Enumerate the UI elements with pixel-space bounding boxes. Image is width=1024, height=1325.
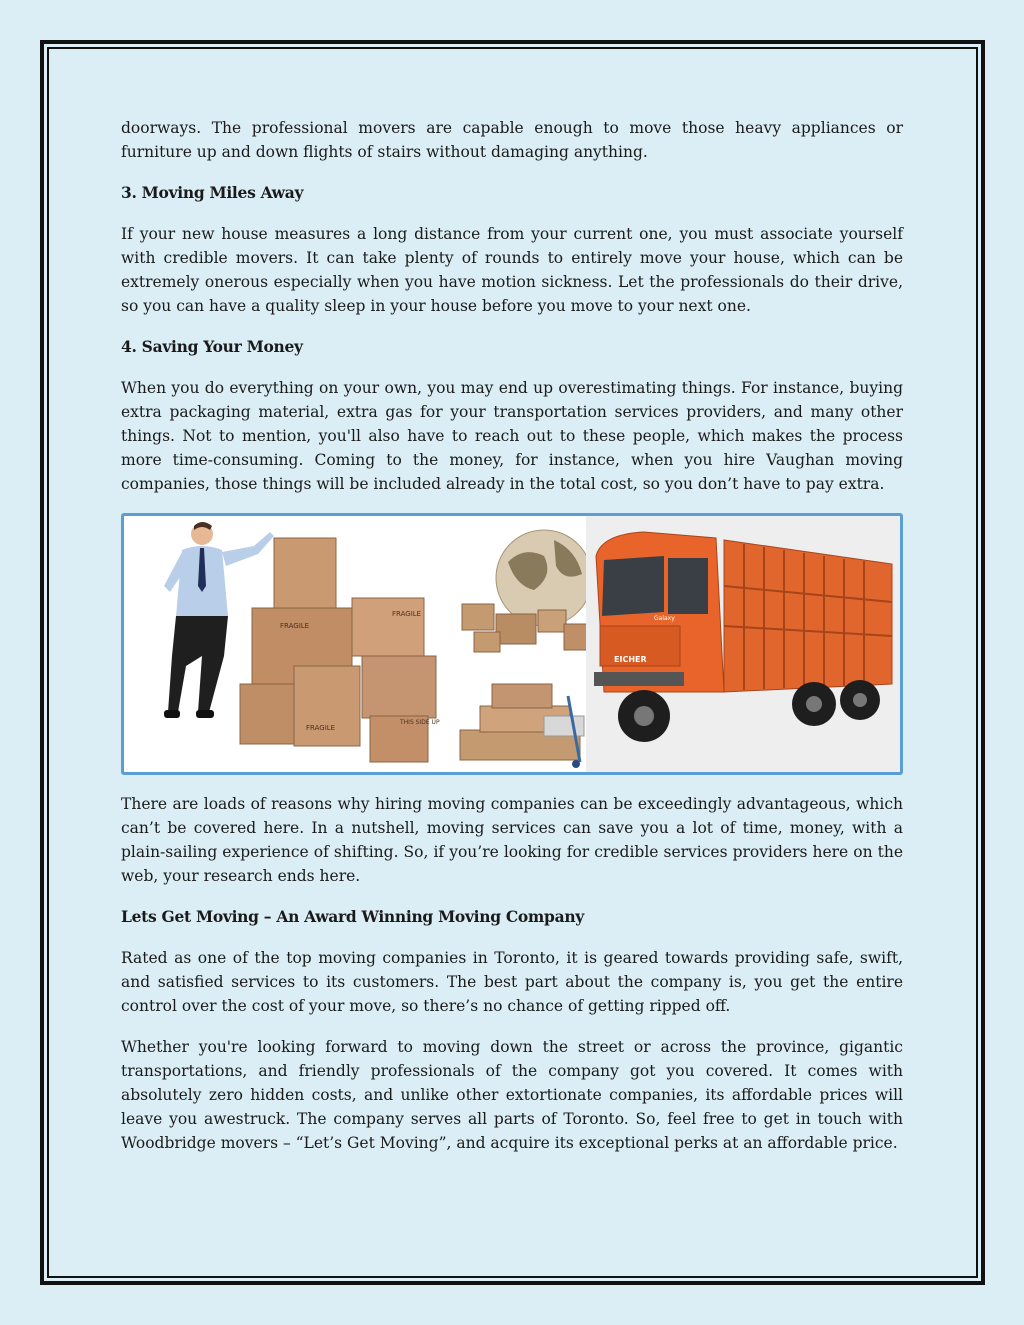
paragraph-saving-your-money: When you do everything on your own, you may end up overestimating things. For instance, buying extra packaging material, extra gas for your transportation services providers, and many other things. Not to mention, you'll also have to reach out to these people, which makes the process more time-consuming. Coming to the money, for instance, when you hire Vaughan moving companies, those things will be included already in the total cost, so you don’t have to pay extra. <box>121 379 903 493</box>
paragraph-company-services: Whether you're looking forward to moving down the street or across the province, gigantic transportations, and friendly professionals of the company got you covered. It comes with absolutely zero hidden costs, and unlike other extortionate companies, its affordable prices will leave you awestruck. The company serves all parts of Toronto. So, feel free to get in touch with Woodbridge movers – “Let’s Get Moving”, and acquire its exceptional perks at an affordable price. <box>121 1038 903 1152</box>
box-label: FRAGILE <box>306 724 336 732</box>
paragraph-moving-miles-away: If your new house measures a long distance from your current one, you must associate yourself with credible movers. It can take plenty of rounds to entirely move your house, which can be extremely onerous especially when you have motion sickness. Let the professionals do their drive, so you can have a quality sleep in your house before you move to your next one. <box>121 225 903 315</box>
box-label: FRAGILE <box>392 610 422 618</box>
paragraph-conclusion: There are loads of reasons why hiring moving companies can be exceedingly advantageous, which can’t be covered here. In a nutshell, moving services can save you a lot of time, money, with a plain-sailing experience of shifting. So, if you’re looking for credible services providers here on the web, your research ends here. <box>121 795 903 885</box>
paragraph-company-rating: Rated as one of the top moving companies in Toronto, it is geared towards providing safe, swift, and satisfied services to its customers. The best part about the company is, you get the entire control over the cost of your move, so there’s no chance of getting ripped off. <box>121 949 903 1015</box>
box-label: THIS SIDE UP <box>400 719 440 726</box>
heading-moving-miles-away: 3. Moving Miles Away <box>121 183 304 202</box>
truck-logo: Galaxy <box>654 615 675 622</box>
heading-saving-your-money: 4. Saving Your Money <box>121 337 303 356</box>
heading-lets-get-moving: Lets Get Moving – An Award Winning Moving Company <box>121 907 584 926</box>
document-body <box>121 116 903 1172</box>
moving-illustration <box>121 513 903 775</box>
box-label: FRAGILE <box>280 622 310 630</box>
truck-brand: EICHER <box>614 655 647 664</box>
paragraph-doorways: doorways. The professional movers are capable enough to move those heavy appliances or furniture up and down flights of stairs without damaging anything. <box>121 119 903 161</box>
truck-icon <box>586 516 900 772</box>
